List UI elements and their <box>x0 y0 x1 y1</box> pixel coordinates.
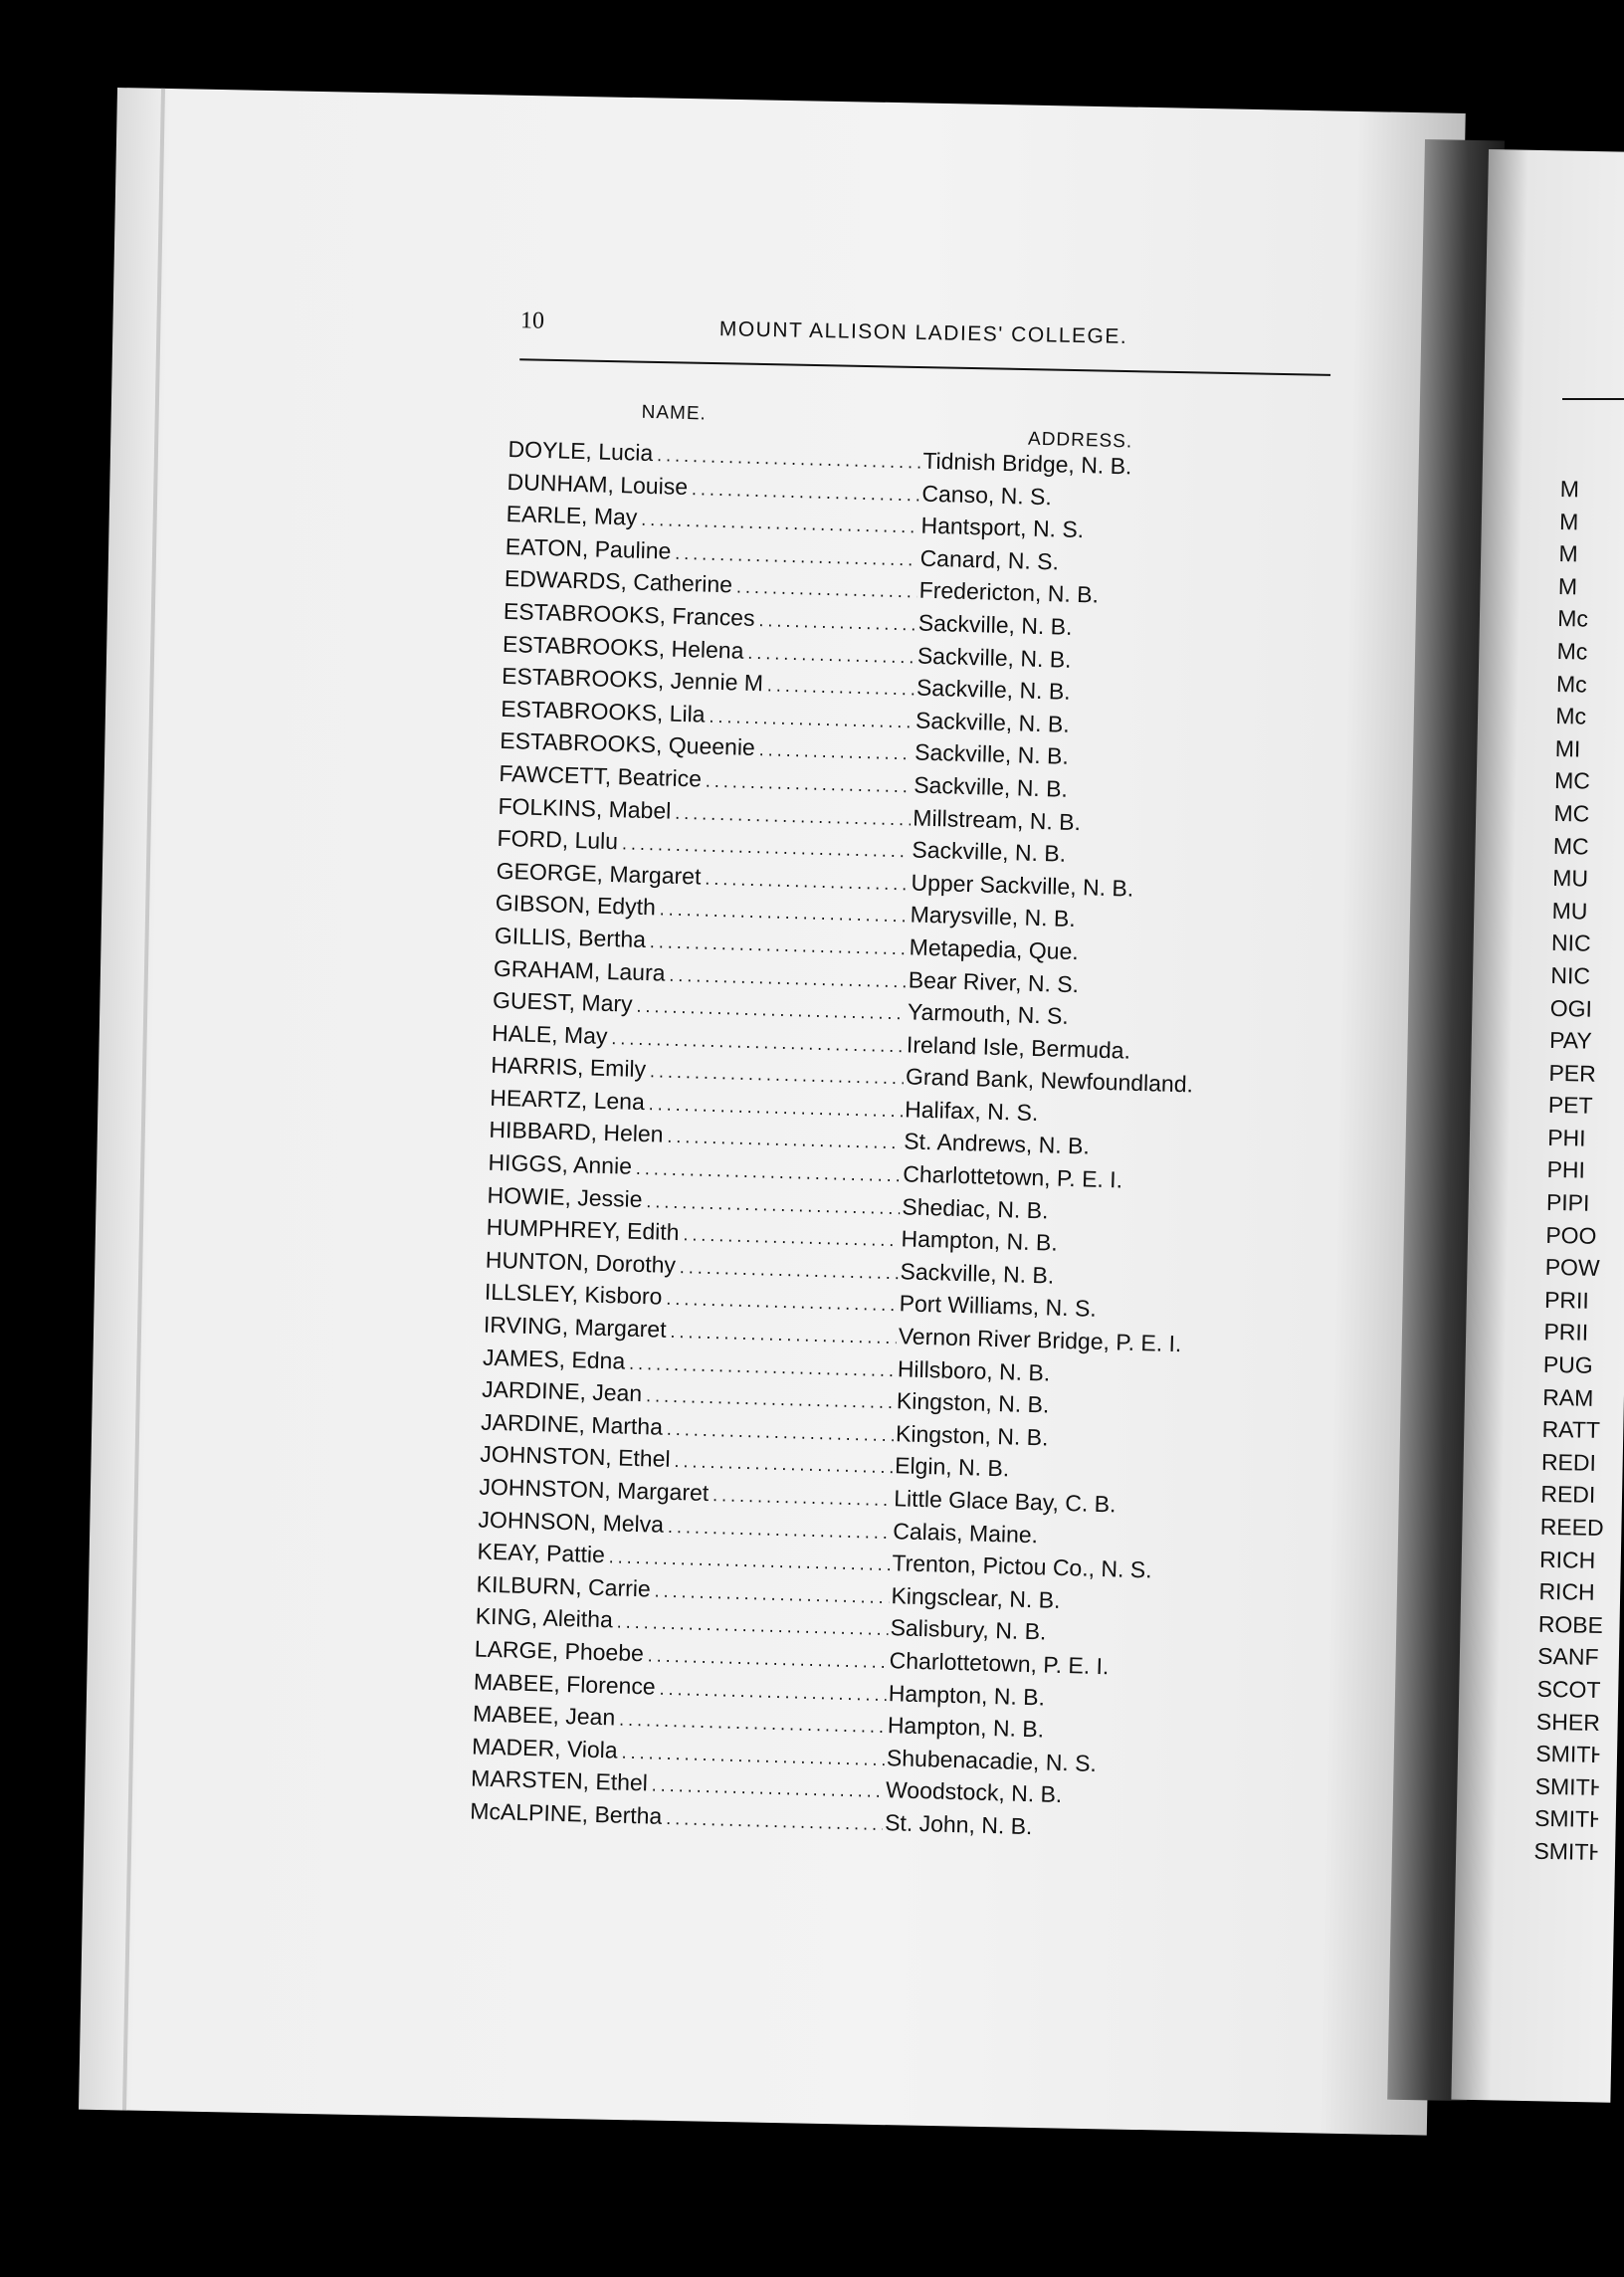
dot-leader <box>621 1742 885 1769</box>
facing-page-fragment: SANF <box>1536 1643 1599 1671</box>
page-number: 10 <box>519 308 545 334</box>
entry-name: FAWCETT, Beatrice <box>499 759 703 792</box>
facing-page-fragment: PRII <box>1543 1286 1590 1314</box>
entry-name: ESTABROOKS, Queenie <box>500 727 756 761</box>
entry-name: KEAY, Pattie <box>477 1538 606 1568</box>
entry-name: MADER, Viola <box>471 1733 619 1763</box>
facing-page-fragment: RAM <box>1541 1383 1594 1411</box>
dot-leader <box>666 1808 883 1835</box>
facing-page-rule <box>1562 398 1624 400</box>
facing-page-fragment: M <box>1558 540 1578 567</box>
dot-leader <box>736 577 917 603</box>
dot-leader <box>657 445 921 473</box>
dot-leader <box>674 1451 893 1478</box>
entry-name: JOHNSTON, Ethel <box>480 1440 671 1473</box>
entry-address: Vernon River Bridge, P. E. I. <box>898 1323 1182 1357</box>
dot-leader <box>670 1322 897 1348</box>
facing-page-fragment: REDI <box>1540 1481 1596 1509</box>
facing-page-fragment: MC <box>1553 799 1590 827</box>
entry-address: Canso, N. S. <box>921 480 1053 510</box>
entry-address: Trenton, Pictou Co., N. S. <box>892 1550 1152 1583</box>
entry-address: Hampton, N. B. <box>888 1679 1046 1711</box>
dot-leader <box>680 1257 899 1284</box>
entry-address: Hampton, N. B. <box>901 1225 1059 1256</box>
facing-page-fragment: MI <box>1554 734 1581 762</box>
dot-leader <box>622 833 911 862</box>
name-column-header: NAME. <box>641 401 708 425</box>
entry-address: Charlottetown, P. E. I. <box>903 1160 1123 1193</box>
facing-page-fragment: Mc <box>1556 605 1589 632</box>
facing-page-fragment: PER <box>1548 1059 1597 1087</box>
entry-name: FOLKINS, Mabel <box>498 792 672 824</box>
entry-address: Sackville, N. B. <box>915 674 1072 706</box>
entry-address: Yarmouth, N. S. <box>907 998 1070 1030</box>
dot-leader <box>659 900 908 928</box>
entry-address: St. Andrews, N. B. <box>903 1128 1091 1160</box>
facing-page-fragment: SMITH <box>1533 1805 1606 1833</box>
facing-page-fragment: PHI <box>1546 1124 1586 1151</box>
entry-address: Tidnish Bridge, N. B. <box>922 447 1132 480</box>
entry-address: Marysville, N. B. <box>910 901 1077 932</box>
dot-leader <box>641 510 919 538</box>
entry-address: St. John, N. B. <box>884 1809 1033 1840</box>
entry-address: Hantsport, N. S. <box>920 512 1085 543</box>
entry-name: KILBURN, Carrie <box>476 1570 652 1602</box>
entry-address: Elgin, N. B. <box>894 1452 1010 1482</box>
entry-name: ESTABROOKS, Lila <box>500 695 706 727</box>
entry-address: Sackville, N. B. <box>917 609 1073 640</box>
facing-page-fragment: NIC <box>1550 961 1591 989</box>
facing-page-fragment: OGI <box>1549 994 1593 1022</box>
dot-leader <box>668 1516 892 1543</box>
entry-name: JARDINE, Martha <box>480 1408 664 1440</box>
facing-page-fragment: REED <box>1539 1513 1604 1542</box>
entry-name: MABEE, Florence <box>473 1668 657 1700</box>
entry-name: LARGE, Phoebe <box>474 1635 645 1667</box>
entry-name: GUEST, Mary <box>492 986 633 1017</box>
dot-leader <box>669 964 907 992</box>
entry-address: Sackville, N. B. <box>913 771 1069 802</box>
facing-page-fragment: MU <box>1551 865 1589 892</box>
entry-address: Little Glace Bay, C. B. <box>893 1485 1116 1518</box>
entry-address: Sackville, N. B. <box>914 707 1071 737</box>
facing-page-fragment: M <box>1558 508 1579 534</box>
dot-leader <box>667 1419 895 1446</box>
facing-page-fragment: M <box>1559 476 1580 503</box>
page-header <box>400 214 1333 391</box>
dot-leader <box>667 1127 902 1154</box>
entry-address: Hillsboro, N. B. <box>897 1354 1051 1386</box>
dot-leader <box>654 1580 889 1608</box>
entry-address: Grand Bank, Newfoundland. <box>905 1063 1194 1098</box>
entry-address: Metapedia, Que. <box>909 933 1080 965</box>
entry-address: Sackville, N. B. <box>912 836 1067 867</box>
entry-name: HEARTZ, Lena <box>490 1084 646 1115</box>
entry-address: Charlottetown, P. E. I. <box>889 1647 1110 1680</box>
entry-name: DUNHAM, Louise <box>507 468 689 500</box>
dot-leader <box>616 1612 888 1641</box>
entry-address: Kingston, N. B. <box>895 1420 1049 1451</box>
facing-page-fragment: SCOT <box>1536 1675 1601 1703</box>
dot-leader <box>712 1485 893 1511</box>
entry-address: Shediac, N. B. <box>902 1192 1049 1224</box>
entry-name: HOWIE, Jessie <box>487 1181 643 1212</box>
facing-page-fragment: RATT <box>1541 1416 1601 1444</box>
entry-address: Halifax, N. S. <box>904 1096 1039 1126</box>
address-column-header: ADDRESS. <box>1027 428 1133 453</box>
entry-name: GEORGE, Margaret <box>496 857 702 890</box>
entry-name: HIGGS, Annie <box>488 1148 633 1179</box>
dot-leader <box>705 868 910 895</box>
dot-leader <box>650 932 908 959</box>
dot-leader <box>629 1352 896 1380</box>
facing-page-fragment: POO <box>1545 1221 1597 1249</box>
entry-name: GIBSON, Edyth <box>495 890 657 921</box>
dot-leader <box>619 1710 886 1738</box>
entry-name: ILLSLEY, Kisboro <box>484 1279 663 1311</box>
facing-page-fragment: M <box>1557 572 1578 600</box>
dot-leader <box>636 1158 902 1186</box>
dot-leader <box>767 676 915 701</box>
dot-leader <box>650 1061 905 1089</box>
dot-leader <box>646 1191 901 1219</box>
entry-name: JAMES, Edna <box>482 1344 626 1374</box>
facing-page-fragment: PIPI <box>1545 1188 1590 1216</box>
entry-name: JOHNSTON, Margaret <box>479 1473 710 1507</box>
facing-page-fragment: PUG <box>1542 1350 1593 1378</box>
entry-address: Sackville, N. B. <box>900 1258 1055 1289</box>
facing-page-fragment: POW <box>1544 1254 1600 1282</box>
dot-leader <box>706 771 913 798</box>
facing-page-fragment: PRII <box>1543 1319 1589 1346</box>
dot-leader <box>646 1385 895 1413</box>
entry-name: KING, Aleitha <box>475 1602 614 1633</box>
dot-leader <box>611 1028 905 1057</box>
entry-address: Kingston, N. B. <box>896 1387 1050 1418</box>
entry-name: ESTABROOKS, Frances <box>503 597 755 631</box>
entry-name: EATON, Pauline <box>505 532 672 564</box>
dot-leader <box>709 706 914 732</box>
entry-address: Port Williams, N. S. <box>899 1290 1098 1323</box>
entry-name: ESTABROOKS, Jennie M <box>501 663 764 697</box>
list-rows <box>470 436 1305 1852</box>
facing-page-fragment: PET <box>1547 1092 1593 1120</box>
running-head: MOUNT ALLISON LADIES' COLLEGE. <box>718 317 1128 348</box>
facing-page-fragment: SHER <box>1535 1708 1601 1736</box>
entry-address: Fredericton, N. B. <box>918 576 1100 608</box>
dot-leader <box>747 642 915 668</box>
facing-page-fragment: RICH <box>1538 1577 1595 1606</box>
entry-name: GRAHAM, Laura <box>493 954 666 986</box>
entry-name: HIBBARD, Helen <box>489 1117 664 1148</box>
facing-page-fragment: RICH <box>1538 1546 1596 1573</box>
entry-name: JOHNSON, Melva <box>478 1506 665 1538</box>
facing-page-fragment: NIC <box>1550 930 1591 956</box>
entry-address: Canard, N. S. <box>919 544 1060 575</box>
facing-page-fragment: MC <box>1553 767 1591 794</box>
entry-address: Millstream, N. B. <box>913 804 1082 835</box>
entry-address: Sackville, N. B. <box>914 738 1070 770</box>
dot-leader <box>609 1547 891 1575</box>
entry-address: Bear River, N. S. <box>908 965 1080 997</box>
entry-address: Woodstock, N. B. <box>885 1776 1063 1808</box>
entry-name: DOYLE, Lucia <box>508 435 654 467</box>
entry-name: EDWARDS, Catherine <box>504 565 733 598</box>
facing-page-fragment: REDI <box>1540 1448 1597 1476</box>
facing-page-fragment: PHI <box>1546 1156 1586 1184</box>
entry-name: MARSTEN, Ethel <box>470 1764 649 1796</box>
entry-address: Ireland Isle, Bermuda. <box>906 1031 1131 1064</box>
entry-address: Upper Sackville, N. B. <box>911 869 1134 902</box>
entry-name: McALPINE, Bertha <box>469 1797 663 1829</box>
facing-page-fragment: Mc <box>1555 703 1587 729</box>
entry-address: Kingsclear, N. B. <box>891 1581 1061 1613</box>
dot-leader <box>648 1094 903 1122</box>
entry-name: GILLIS, Bertha <box>494 922 647 952</box>
dot-leader <box>692 479 920 506</box>
facing-page-fragment: ROBE <box>1537 1610 1604 1638</box>
entry-address: Shubenacadie, N. S. <box>886 1744 1098 1776</box>
dot-leader <box>758 739 913 764</box>
dot-leader <box>659 1678 887 1705</box>
facing-page-fragment: SMITH <box>1533 1837 1606 1866</box>
facing-page-fragment: SMITH <box>1534 1772 1607 1800</box>
entry-name: JARDINE, Jean <box>481 1375 643 1407</box>
facing-page-fragment: SMITH <box>1535 1740 1608 1768</box>
entry-address: Sackville, N. B. <box>916 642 1072 673</box>
entry-address: Hampton, N. B. <box>887 1712 1045 1743</box>
facing-page-fragment: Mc <box>1555 670 1587 698</box>
entry-address: Salisbury, N. B. <box>890 1614 1047 1645</box>
dot-leader <box>675 542 918 570</box>
facing-page-fragment: Mc <box>1556 637 1588 665</box>
dot-leader <box>636 996 906 1025</box>
entry-name: EARLE, May <box>506 501 638 530</box>
entry-name: HUNTON, Dorothy <box>485 1246 677 1278</box>
dot-leader <box>651 1775 884 1803</box>
facing-page-fragment: MC <box>1552 832 1589 860</box>
dot-leader <box>758 610 916 635</box>
entry-name: HARRIS, Emily <box>490 1052 647 1083</box>
dot-leader <box>648 1645 888 1673</box>
dot-leader <box>683 1224 900 1251</box>
facing-page-fragment: MU <box>1551 897 1588 925</box>
header-rule <box>519 358 1330 376</box>
entry-name: FORD, Lulu <box>497 824 619 855</box>
entry-name: HUMPHREY, Edith <box>486 1213 680 1246</box>
entry-name: IRVING, Margaret <box>483 1311 667 1343</box>
facing-page-fragment: PAY <box>1548 1026 1592 1054</box>
dot-leader <box>675 802 912 830</box>
dot-leader <box>666 1289 898 1316</box>
entry-name: HALE, May <box>491 1019 608 1049</box>
entry-name: MABEE, Jean <box>472 1700 616 1731</box>
entry-address: Calais, Maine. <box>893 1517 1039 1548</box>
student-list <box>470 398 1306 1852</box>
entry-name: ESTABROOKS, Helena <box>502 630 744 664</box>
